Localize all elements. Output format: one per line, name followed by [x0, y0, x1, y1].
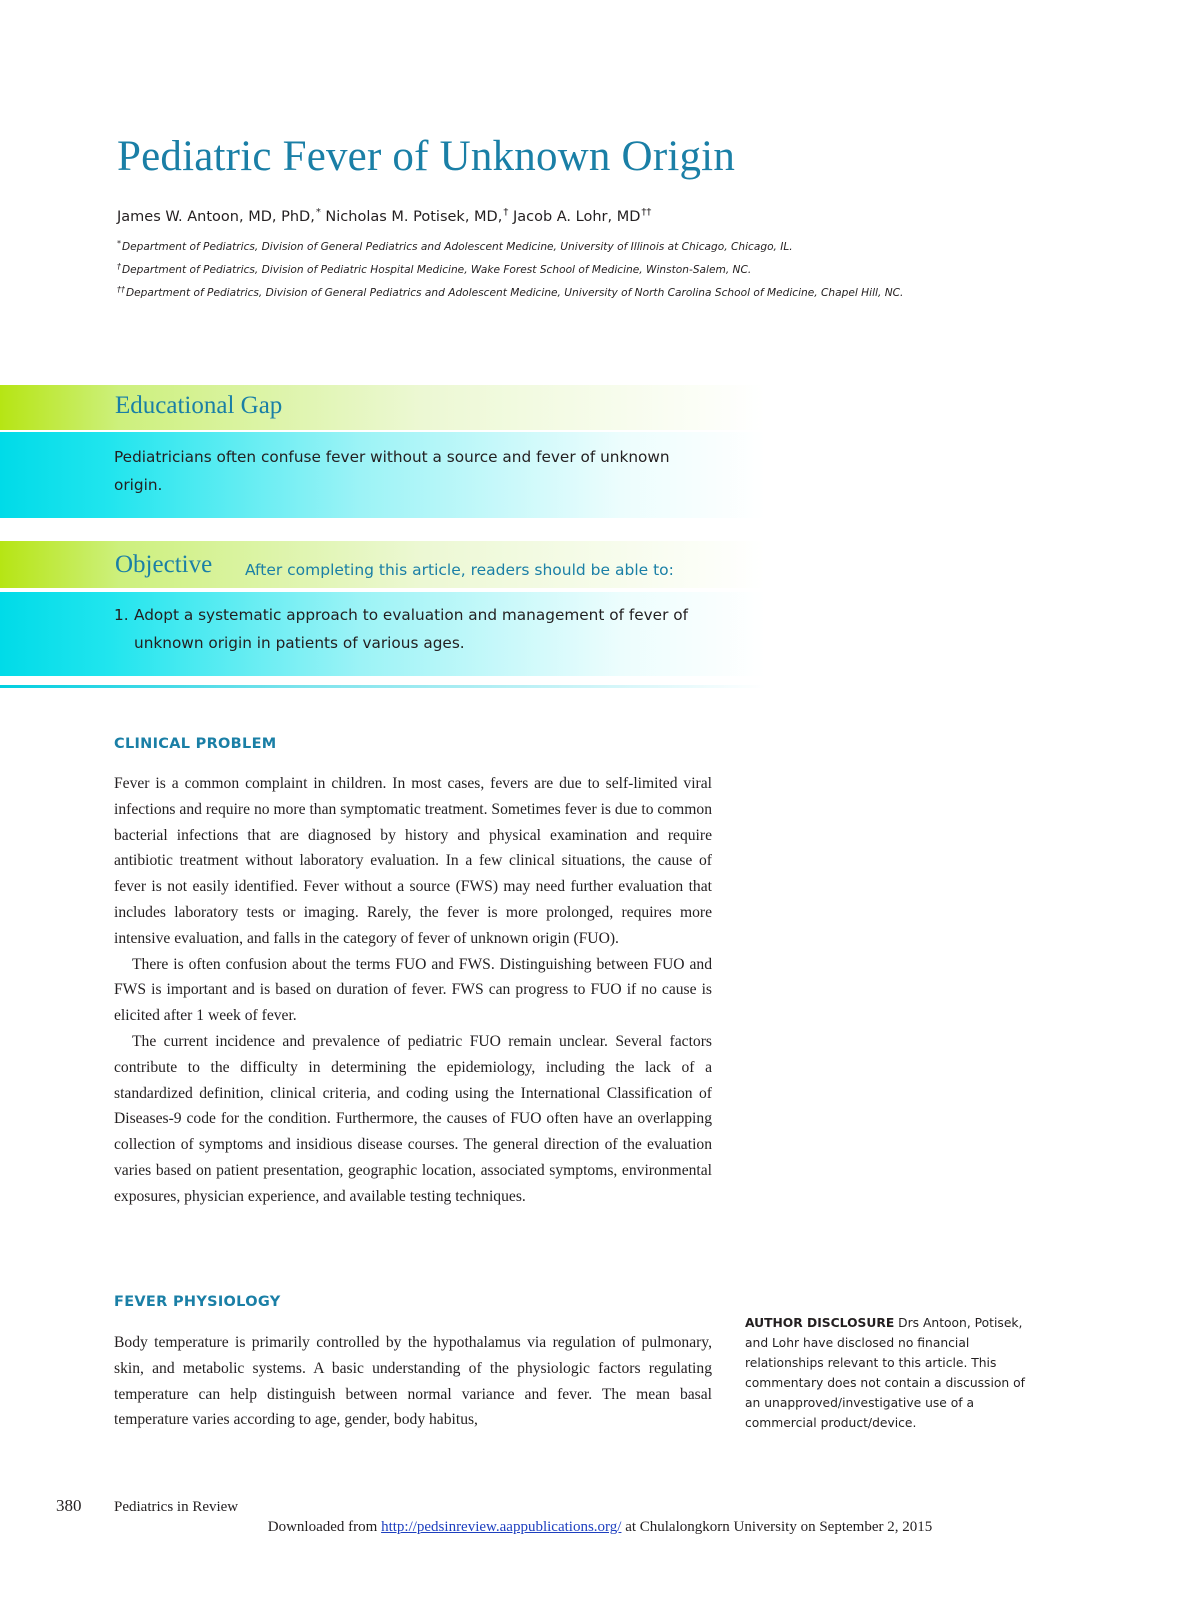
download-note	[0, 1519, 1200, 1536]
author-disclosure	[745, 1313, 1037, 1433]
author-name: Jacob A. Lohr, MD	[512, 209, 641, 225]
affiliation-mark: *	[117, 239, 121, 248]
download-prefix: Downloaded from	[267, 1519, 382, 1535]
objective-item-text: Adopt a systematic approach to evaluation and management of fever of unknown origin in patients of various ages.	[134, 606, 688, 652]
author-list	[117, 207, 651, 225]
author-name: Nicholas M. Potisek, MD,	[325, 209, 503, 225]
educational-gap-title: Educational Gap	[115, 392, 283, 419]
affiliation-text: Department of Pediatrics, Division of General Pediatrics and Adolescent Medicine, University of North Carolina School of Medicine, Chapel Hill, NC.	[126, 287, 904, 299]
affiliation-mark: †	[117, 262, 121, 271]
journal-name: Pediatrics in Review	[114, 1499, 239, 1515]
author-name: James W. Antoon, MD, PhD,	[117, 209, 315, 225]
section-body	[114, 1330, 712, 1433]
objective-lead: After completing this article, readers should be able to:	[245, 561, 674, 579]
author-mark: †	[503, 207, 509, 218]
section-heading: FEVER PHYSIOLOGY	[114, 1294, 281, 1310]
objective-list	[114, 601, 704, 657]
body-paragraph: The current incidence and prevalence of pediatric FUO remain unclear. Several factors contribute to the difficulty in determining the epidemiology, including the lack of a standardized definition, clinical criteria, and coding using the International Classification of Diseases-9 code for the condition. Furthermore, the causes of FUO often have an overlapping collection of symptoms and insidious disease courses. The general direction of the evaluation varies based on patient presentation, geographic location, associated symptoms, environmental exposures, physician experience, and available testing techniques.	[114, 1032, 712, 1205]
author-disclosure-label: AUTHOR DISCLOSURE	[745, 1316, 895, 1330]
section-heading: CLINICAL PROBLEM	[114, 736, 277, 752]
author-mark: *	[315, 207, 321, 218]
objective-item	[114, 601, 704, 657]
affiliation-text: Department of Pediatrics, Division of Pediatric Hospital Medicine, Wake Forest School of Medicine, Winston-Salem, NC.	[122, 264, 752, 276]
affiliation	[117, 239, 793, 253]
objective-item-number: 1.	[114, 606, 129, 624]
article-title: Pediatric Fever of Unknown Origin	[117, 133, 736, 180]
body-paragraph: Body temperature is primarily controlled by the hypothalamus via regulation of pulmonary, skin, and metabolic systems. A basic understanding of the physiologic factors regulating temperature can help distinguish between normal variance and fever. The mean basal temperature varies according to age, gender, body habitus,	[114, 1334, 712, 1429]
section-body	[114, 771, 712, 1210]
affiliation-mark: ††	[117, 285, 125, 294]
box-bottom-rule	[0, 685, 765, 688]
affiliation	[117, 262, 751, 276]
body-paragraph: There is often confusion about the terms FUO and FWS. Distinguishing between FUO and FWS is important and is based on duration of fever. FWS can progress to FUO if no cause is elicited after 1 week of fever.	[114, 955, 712, 1025]
educational-gap-text: Pediatricians often confuse fever without a source and fever of unknown origin.	[114, 448, 670, 494]
download-suffix: at Chulalongkorn University on September 2, 2015	[621, 1519, 933, 1535]
affiliation	[117, 285, 903, 299]
author-mark: ††	[641, 207, 652, 218]
download-link[interactable]: http://pedsinreview.aappublications.org/	[381, 1519, 622, 1535]
author-disclosure-text: Drs Antoon, Potisek, and Lohr have disclosed no financial relationships relevant to this article. This commentary does not contain a discussion of an unapproved/investigative use of a commercial product/device.	[745, 1316, 1025, 1430]
body-paragraph: Fever is a common complaint in children. In most cases, fevers are due to self-limited viral infections and require no more than symptomatic treatment. Sometimes fever is due to common bacterial infections that are diagnosed by history and physical examination and require antibiotic treatment without laboratory evaluation. In a few clinical situations, the cause of fever is not easily identified. Fever without a source (FWS) may need further evaluation that includes laboratory tests or imaging. Rarely, the fever is more prolonged, requires more intensive evaluation, and falls in the category of fever of unknown origin (FUO).	[114, 775, 712, 947]
affiliation-text: Department of Pediatrics, Division of General Pediatrics and Adolescent Medicine, University of Illinois at Chicago, Chicago, IL.	[122, 241, 793, 253]
objective-title: Objective	[115, 551, 213, 578]
page-number: 380	[56, 1496, 82, 1515]
